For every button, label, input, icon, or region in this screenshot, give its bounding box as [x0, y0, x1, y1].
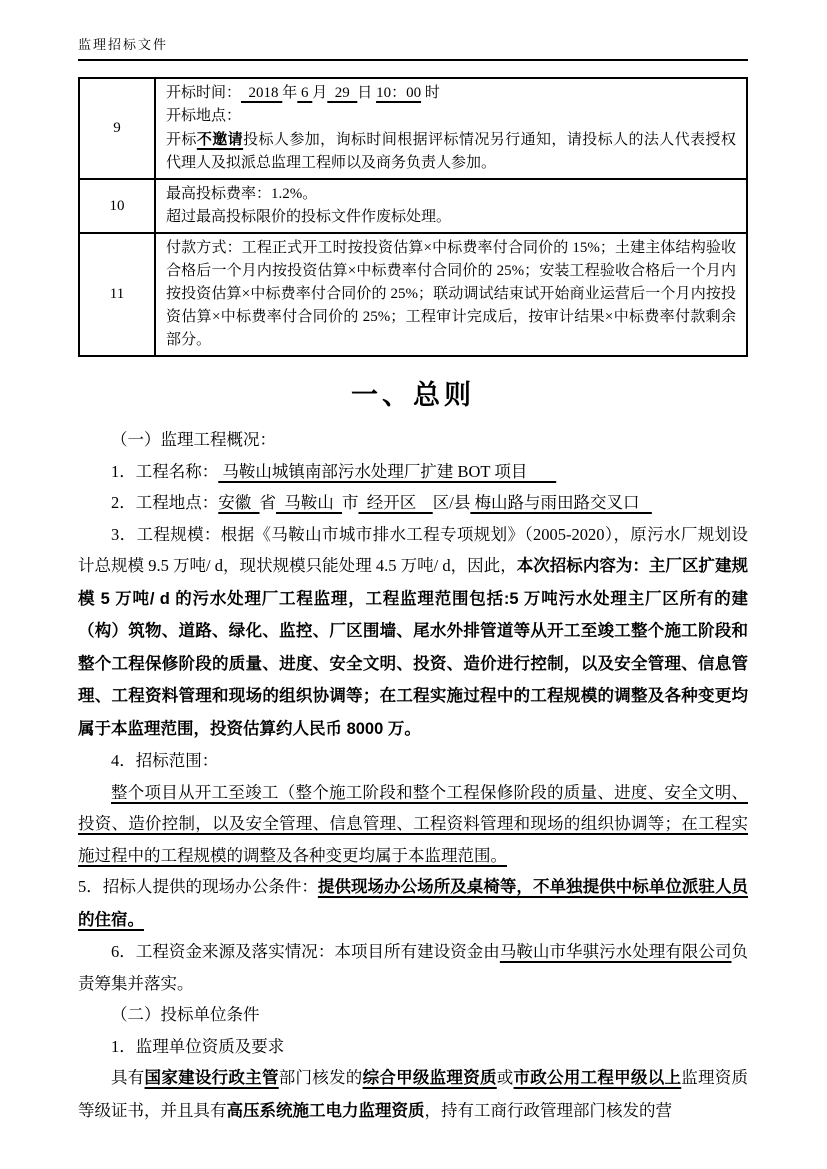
paragraph: [78, 936, 748, 999]
row-number: 9: [79, 78, 155, 179]
paragraph: [78, 519, 748, 746]
text-segment: 1．监理单位资质及要求: [111, 1036, 285, 1056]
header-title: 监理招标文件: [78, 37, 169, 52]
paragraph: [78, 871, 748, 936]
text-segment: 3．工程规模：根据《马鞍山市城市排水工程专项规划》（2005-2020），原污水厂规划设计总规模 9.5 万吨/ d，现状规模只能处理 4.5 万吨/ d，因此，: [78, 524, 748, 575]
text-segment: 或: [496, 1068, 514, 1087]
text-segment: 国家建设行政主管: [144, 1069, 279, 1087]
cell-paragraph: [166, 237, 736, 352]
text-segment: 2018: [241, 85, 283, 101]
paragraph: [78, 777, 748, 872]
text-segment: 投标人参加，询标时间根据评标情况另行通知，请投标人的法人代表授权代理人及拟派总监理工程师以及商务负责人参加。: [166, 132, 736, 171]
text-segment: （一）监理工程概况：: [111, 430, 276, 449]
row-content-cell: [155, 179, 747, 233]
text-segment: 2．工程地点：: [111, 493, 219, 512]
cell-paragraph: [166, 206, 736, 229]
text-segment: （二）投标单位条件: [111, 1005, 260, 1024]
text-segment: 最高投标费率：1.2%。: [166, 186, 318, 202]
table-row-10: [79, 179, 747, 233]
paragraph: [78, 424, 748, 456]
text-segment: 马鞍山: [276, 493, 342, 512]
text-segment: 马鞍山城镇南部污水处理厂扩建 BOT 项目: [218, 461, 557, 481]
page-header: [78, 36, 748, 61]
text-segment: 市: [342, 493, 359, 512]
cell-paragraph: [166, 82, 736, 105]
row-content-cell: [155, 233, 747, 356]
text-segment: 提供现场办公场所及桌椅等，不单独提供中标单位派驻人员的住宿。: [78, 878, 749, 929]
text-segment: 日: [357, 85, 377, 101]
cell-paragraph: [166, 183, 736, 206]
paragraph: [78, 999, 748, 1031]
text-segment: 时: [421, 85, 440, 101]
paragraph: [78, 487, 748, 519]
paragraph: [78, 1031, 748, 1063]
paragraph: [78, 1062, 748, 1127]
row-content-cell: [155, 78, 747, 179]
text-segment: 马鞍山市华骐污水处理有限公司: [499, 942, 732, 961]
cell-paragraph: [166, 128, 736, 175]
text-segment: 超过最高投标限价的投标文件作废标处理。: [166, 209, 452, 225]
text-segment: 6．工程资金来源及落实情况：本项目所有建设资金由: [111, 942, 500, 961]
paragraph: [78, 456, 748, 488]
table-row-9: [79, 78, 747, 179]
text-segment: 综合甲级监理资质: [362, 1069, 497, 1087]
text-segment: 付款方式：工程正式开工时按投资估算×中标费率付合同价的 15%；土建主体结构验收合格后一个月内按投资估算×中标费率付合同价的 25%；安装工程验收合格后一个月内按投资估算×中标费率付合同价的 25%；联动调试结束试开始商业运营后一个月内按投资估算×中标费率付合同价的 25%；工程审计完成后，按审计结果×中标费率付款剩余部分。: [166, 240, 736, 348]
text-segment: 部门核发的: [278, 1068, 363, 1087]
text-segment: 4．招标范围：: [111, 751, 219, 770]
text-segment: 梅山路与雨田路交叉口: [470, 493, 652, 512]
text-segment: ，持有工商行政管理部门核发的营: [424, 1100, 672, 1120]
table-row-11: [79, 233, 747, 356]
body-paragraphs: [78, 424, 748, 1127]
text-segment: 5．招标人提供的现场办公条件：: [78, 877, 318, 896]
text-segment: 安徽: [218, 493, 260, 512]
text-segment: 月: [312, 85, 328, 101]
paragraph: [78, 745, 748, 777]
text-segment: 具有: [111, 1068, 145, 1087]
text-segment: 年: [282, 85, 298, 101]
text-segment: 开标时间：: [166, 85, 242, 101]
text-segment: 高压系统施工电力监理资质: [226, 1101, 425, 1120]
text-segment: 区/县: [432, 493, 471, 512]
text-segment: 省: [259, 493, 276, 512]
row-number: 10: [79, 179, 155, 233]
text-segment: 整个项目从开工至竣工（整个施工阶段和整个工程保修阶段的质量、进度、安全文明、投资、造价控制，以及安全管理、信息管理、工程资料管理和现场的组织协调等；在工程实施过程中的工程规模的调整及各种变更均属于本监理范围。: [78, 782, 748, 865]
text-segment: 负责筹集并落实。: [78, 942, 749, 993]
cell-paragraph: [166, 105, 736, 128]
tender-info-table-body: [79, 78, 747, 356]
section-title: 一、总则: [351, 380, 475, 410]
text-segment: 市政公用工程甲级以上: [513, 1069, 682, 1087]
row-number: 11: [79, 233, 155, 356]
text-segment: 29: [327, 85, 358, 101]
text-segment: 6: [297, 85, 313, 101]
text-segment: 本次招标内容为：主厂区扩建规模 5 万吨/ d 的污水处理厂工程监理，工程监理范围包括:5 万吨污水处理主厂区所有的建（构）筑物、道路、绿化、监控、厂区围墙、尾水外排管道等从开工至竣工整个施工阶段和整个工程保修阶段的质量、进度、安全文明、投资、造价进行控制，以及安全管理、信息管理、工程资料管理和现场的组织协调等；在工程实施过程中的工程规模的调整及各种变更均属于本监理范围，投资估算约人民币 8000 万。: [78, 557, 749, 738]
text-segment: 经开区: [358, 493, 433, 512]
text-segment: 开标地点：: [166, 108, 242, 124]
text-segment: 10：00: [376, 85, 422, 101]
tender-info-table: [78, 77, 748, 357]
text-segment: 监理资质等级证书，并且具有: [78, 1068, 749, 1120]
text-segment: 1．工程名称：: [111, 461, 219, 481]
text-segment: 开标: [166, 132, 197, 148]
text-segment: 不邀请: [196, 131, 244, 148]
